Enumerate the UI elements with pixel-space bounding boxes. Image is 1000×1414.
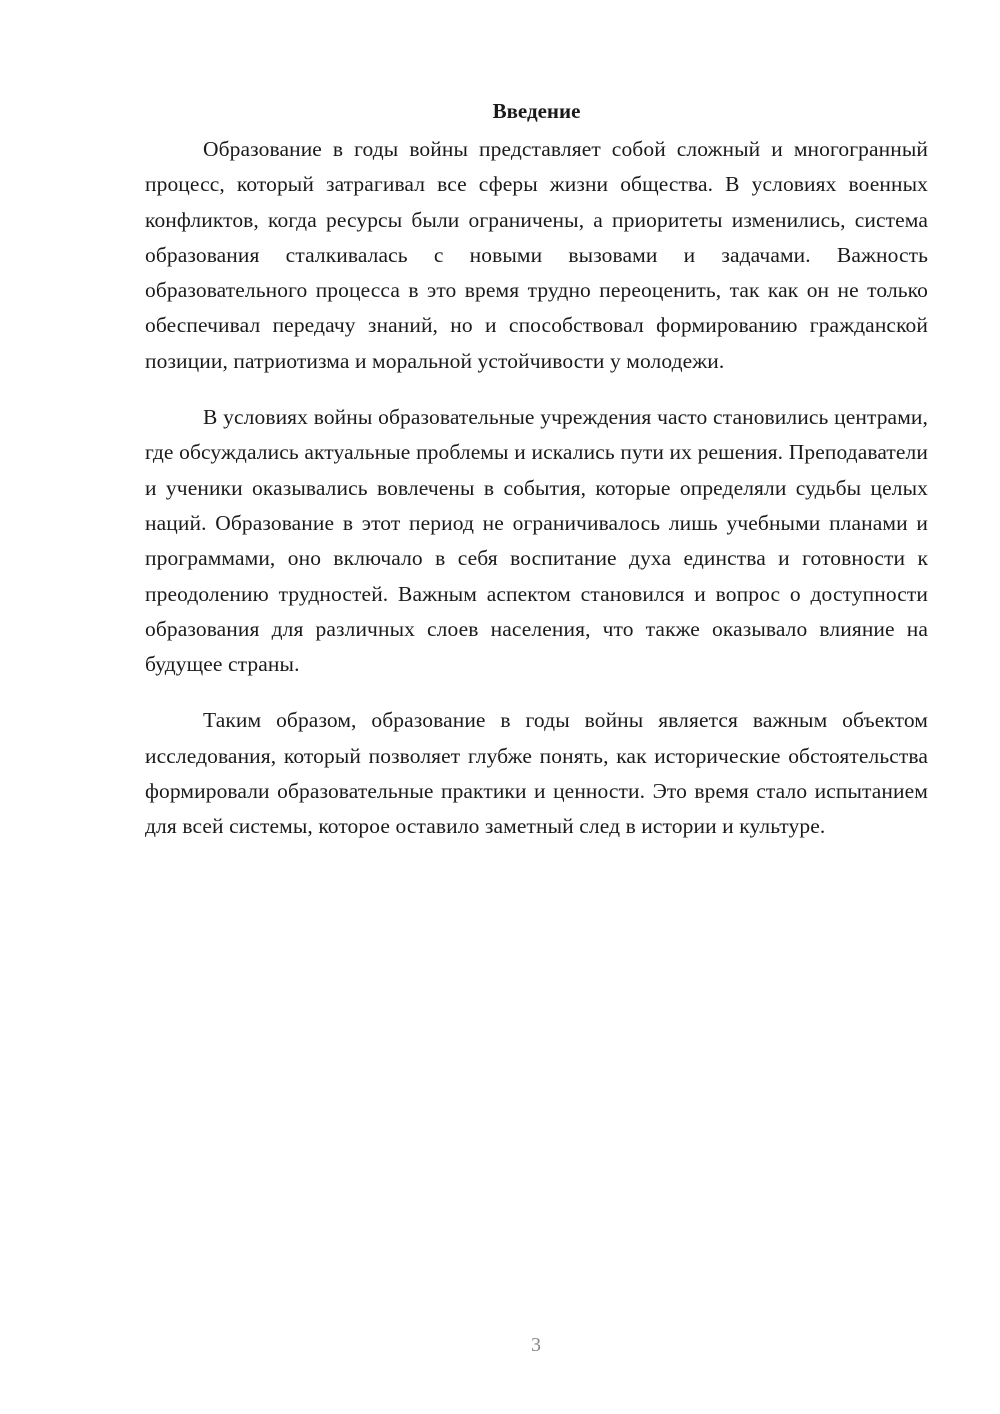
paragraph-3: Таким образом, образование в годы войны является важным объектом исследования, который позволяет глубже понять, как исторические обстоятельства формировали образовательные практики и ценности. Это время стало испытанием для всей системы, которое оставило заметный след в истории и культуре. <box>145 708 928 839</box>
page-number: 3 <box>531 1334 541 1356</box>
section-heading: Введение <box>492 99 581 123</box>
paragraph-1: Образование в годы войны представляет собой сложный и многогранный процесс, который затрагивал все сферы жизни общества. В условиях военных конфликтов, когда ресурсы были ограничены, а приоритеты изменились, система образования сталкивалась с новыми вызовами и задачами. Важность образовательного процесса в это время трудно переоценить, так как он не только обеспечивал передачу знаний, но и способствовал формированию гражданской позиции, патриотизма и моральной устойчивости у молодежи. <box>145 137 928 373</box>
page-content <box>145 96 928 866</box>
paragraph-2: В условиях войны образовательные учреждения часто становились центрами, где обсуждались актуальные проблемы и искались пути их решения. Преподаватели и ученики оказывались вовлечены в события, которые определяли судьбы целых наций. Образование в этот период не ограничивалось лишь учебными планами и программами, оно включало в себя воспитание духа единства и готовности к преодолению трудностей. Важным аспектом становился и вопрос о доступности образования для различных слоев населения, что также оказывало влияние на будущее страны. <box>145 405 928 677</box>
